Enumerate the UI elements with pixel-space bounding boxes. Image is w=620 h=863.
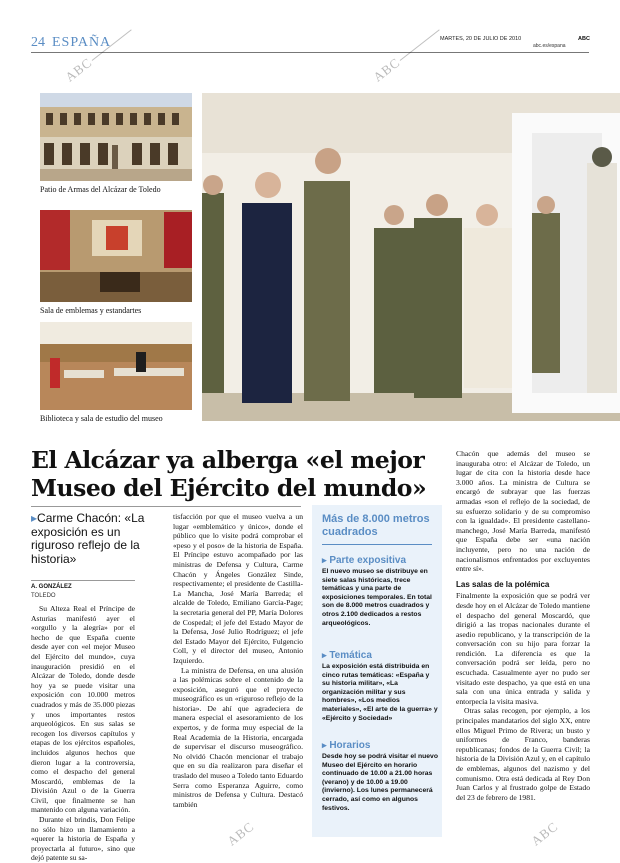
watermark-line xyxy=(400,29,440,61)
body-column-1 xyxy=(31,604,135,863)
section-triangle-icon: ▸ xyxy=(322,650,327,660)
section-triangle-icon: ▸ xyxy=(322,555,327,565)
page-number: 24 xyxy=(31,35,45,50)
watermark: ABC xyxy=(224,818,257,849)
info-section-text-3: Desde hoy se podrá visitar el nuevo Museo del Ejército en horario continuado de 10.00 a 21.00 horas (verano) y de 10.00 a 19.00 (invierno). Los lunes permanecerá cerrado, así como en algunos festivos. xyxy=(322,753,438,812)
photo-caption-3: Biblioteca y sala de estudio del museo xyxy=(40,414,163,423)
watermark: ABC xyxy=(370,54,403,85)
info-section-text-1: El nuevo museo se distribuye en siete salas históricas, trece temáticas y una parte de exposiciones temporales. En total son de 8.000 metros cuadrados y otros 2.100 dedicados a restos arqueológicos. xyxy=(322,568,432,627)
info-box-rule xyxy=(322,544,432,545)
paragraph: La ministra de Defensa, en una alusión a las polémicas sobre el contenido de la exposición, aseguró que el proyecto museográfico es un «riguroso reflejo de la historia». De ahí que agradeciera de manera especial el asesoramiento de los expertos, y de forma muy especial de la Real Academia de la Historia, encargada de supervisar el discurso museográfico. No olvidó Chacón mencionar el trabajo que en su día realizaron para diseñar el traslado del museo a Toledo tanto Eduardo Serra como Esperanza Aguirre, como ministros de Defensa y Cultura. Destacó también xyxy=(173,665,303,809)
paragraph: Chacón que además del museo se inauguraba otro: el Alcázar de Toledo, un lugar de cita con la historia desde hace 3.000 años. La ministra de Cultura se encargó de subrayar que las fuerzas armadas «son el reflejo de la sociedad, de su esfuerzo solidario y de su compromiso con la igualdad». El presidente castellano-manchego, José María Barreda, manifestó que España debe ser «una nación incluyente, pero no una nación de nacionalismos enfrentados por excluyentes entre sí». xyxy=(456,449,590,574)
body-column-2 xyxy=(173,512,303,809)
info-box-title: Más de 8.000 metros cuadrados xyxy=(322,513,430,538)
paragraph: Durante el brindis, Don Felipe no sólo hizo un llamamiento a «querer la historia de España y proyectarla al futuro», sino que dejó patente su sa- xyxy=(31,815,135,863)
watermark: ABC xyxy=(528,818,561,849)
section-triangle-icon: ▸ xyxy=(322,740,327,750)
photo-caption-2: Sala de emblemas y estandartes xyxy=(40,306,142,315)
info-section-heading-1: ▸ Parte expositiva xyxy=(322,555,407,566)
main-photo-officials xyxy=(202,93,620,421)
watermark: ABC xyxy=(62,54,95,85)
kicker-rule xyxy=(31,580,135,581)
article-headline: El Alcázar ya alberga «el mejor Museo del Ejército del mundo» xyxy=(31,446,427,502)
header-rule xyxy=(31,52,589,53)
paragraph: Finalmente la exposición que se podrá ver desde hoy en el Alcázar de Toledo mantiene el despacho del general Moscardó, que dirigió a las tropas nacionales durante el asedio republicano, y la transcripción de la conversación con su hijo para forzar la rendición. La diferencia es que la conversación podrá ser leída, pero no escuchada. Casualmente ayer no pudo ser visitado este despacho, ya que está en una sala con una única entrada y salida y entorpecía la visita masiva. xyxy=(456,591,590,706)
info-section-text-2: La exposición está distribuida en cinco rutas temáticas: «España y su historia militar», «La organización militar y sus hombres», «Los medios materiales», «El arte de la guerra» y «Ejército y Sociedad» xyxy=(322,663,438,722)
photo-courtyard xyxy=(40,93,192,181)
info-section-heading-2: ▸ Temática xyxy=(322,650,372,661)
section-url: abc.es/espana xyxy=(533,43,566,49)
kicker-text: Carme Chacón: «La exposición es un riguroso reflejo de la historia» xyxy=(31,511,145,566)
kicker-triangle-icon: ▸ xyxy=(31,511,38,525)
info-section-heading-3: ▸ Horarios xyxy=(322,740,371,751)
article-dateline: TOLEDO xyxy=(31,593,56,599)
subheading: Las salas de la polémica xyxy=(456,579,550,589)
article-kicker xyxy=(31,512,151,566)
article-author: A. GONZÁLEZ xyxy=(31,584,72,590)
paragraph: tisfacción por que el museo vuelva a un lugar «emblemático y único», donde el público que lo visite podrá comprobar el «peso y el poso» de la historia de España. El Príncipe estuvo acompañado por las ministras de Defensa y Cultura, Carme Chacón y Ángeles González Sinde, respectivamente; el presidente de Castilla-La Mancha, José María Barreda; el alcalde de Toledo, Emiliano García-Page; la secretaria general del PP, María Dolores de Cospedal; el jefe del Estado Mayor de la Defensa, José Julio Rodríguez; el jefe del Estado Mayor del Ejército, Fulgencio Coll, y el director del museo, Antonio Izquierdo. xyxy=(173,512,303,665)
issue-date: MARTES, 20 DE JULIO DE 2010 xyxy=(440,36,522,42)
photo-caption-1: Patio de Armas del Alcázar de Toledo xyxy=(40,185,161,194)
photo-library xyxy=(40,322,192,410)
photo-emblems-room xyxy=(40,210,192,302)
paragraph: Otras salas recogen, por ejemplo, a los principales mandatarios del siglo XX, entre ellos Miguel Primo de Rivera; un busto y uniformes de Franco, banderas republicanas; fondos de la Guerra Civil; la historia de la División Azul y, en el capítulo de emblemas, algunos del nazismo y del comunismo. Otra está dedicada al Rey Don Juan Carlos y al frustrado golpe de Estado del 23 de febrero de 1981. xyxy=(456,706,590,802)
brand-name: ABC xyxy=(578,36,590,42)
section-title: ESPAÑA xyxy=(52,35,112,50)
paragraph: Su Alteza Real el Príncipe de Asturias manifestó ayer el «orgullo y la alegría» por el hecho de que España cuente desde ayer con «el mejor Museo del Ejército del mundo», cuya inauguración presidió en el Alcázar de Toledo, donde desde hoy ya se puede visitar una exposición con 10.000 metros cuadrados y más de 35.000 piezas y unos importantes restos arqueológicos. En sus salas se recogen los diversos capítulos y etapas de los ejércitos españoles, incluidos algunos hechos que dieron lugar a la controversia, como el despacho del general Moscardó, emblemas de la División Azul o de la Guerra Civil, que finalmente se han mantenido con alguna variación. xyxy=(31,604,135,815)
body-column-4 xyxy=(456,449,590,802)
headline-rule xyxy=(31,506,301,507)
